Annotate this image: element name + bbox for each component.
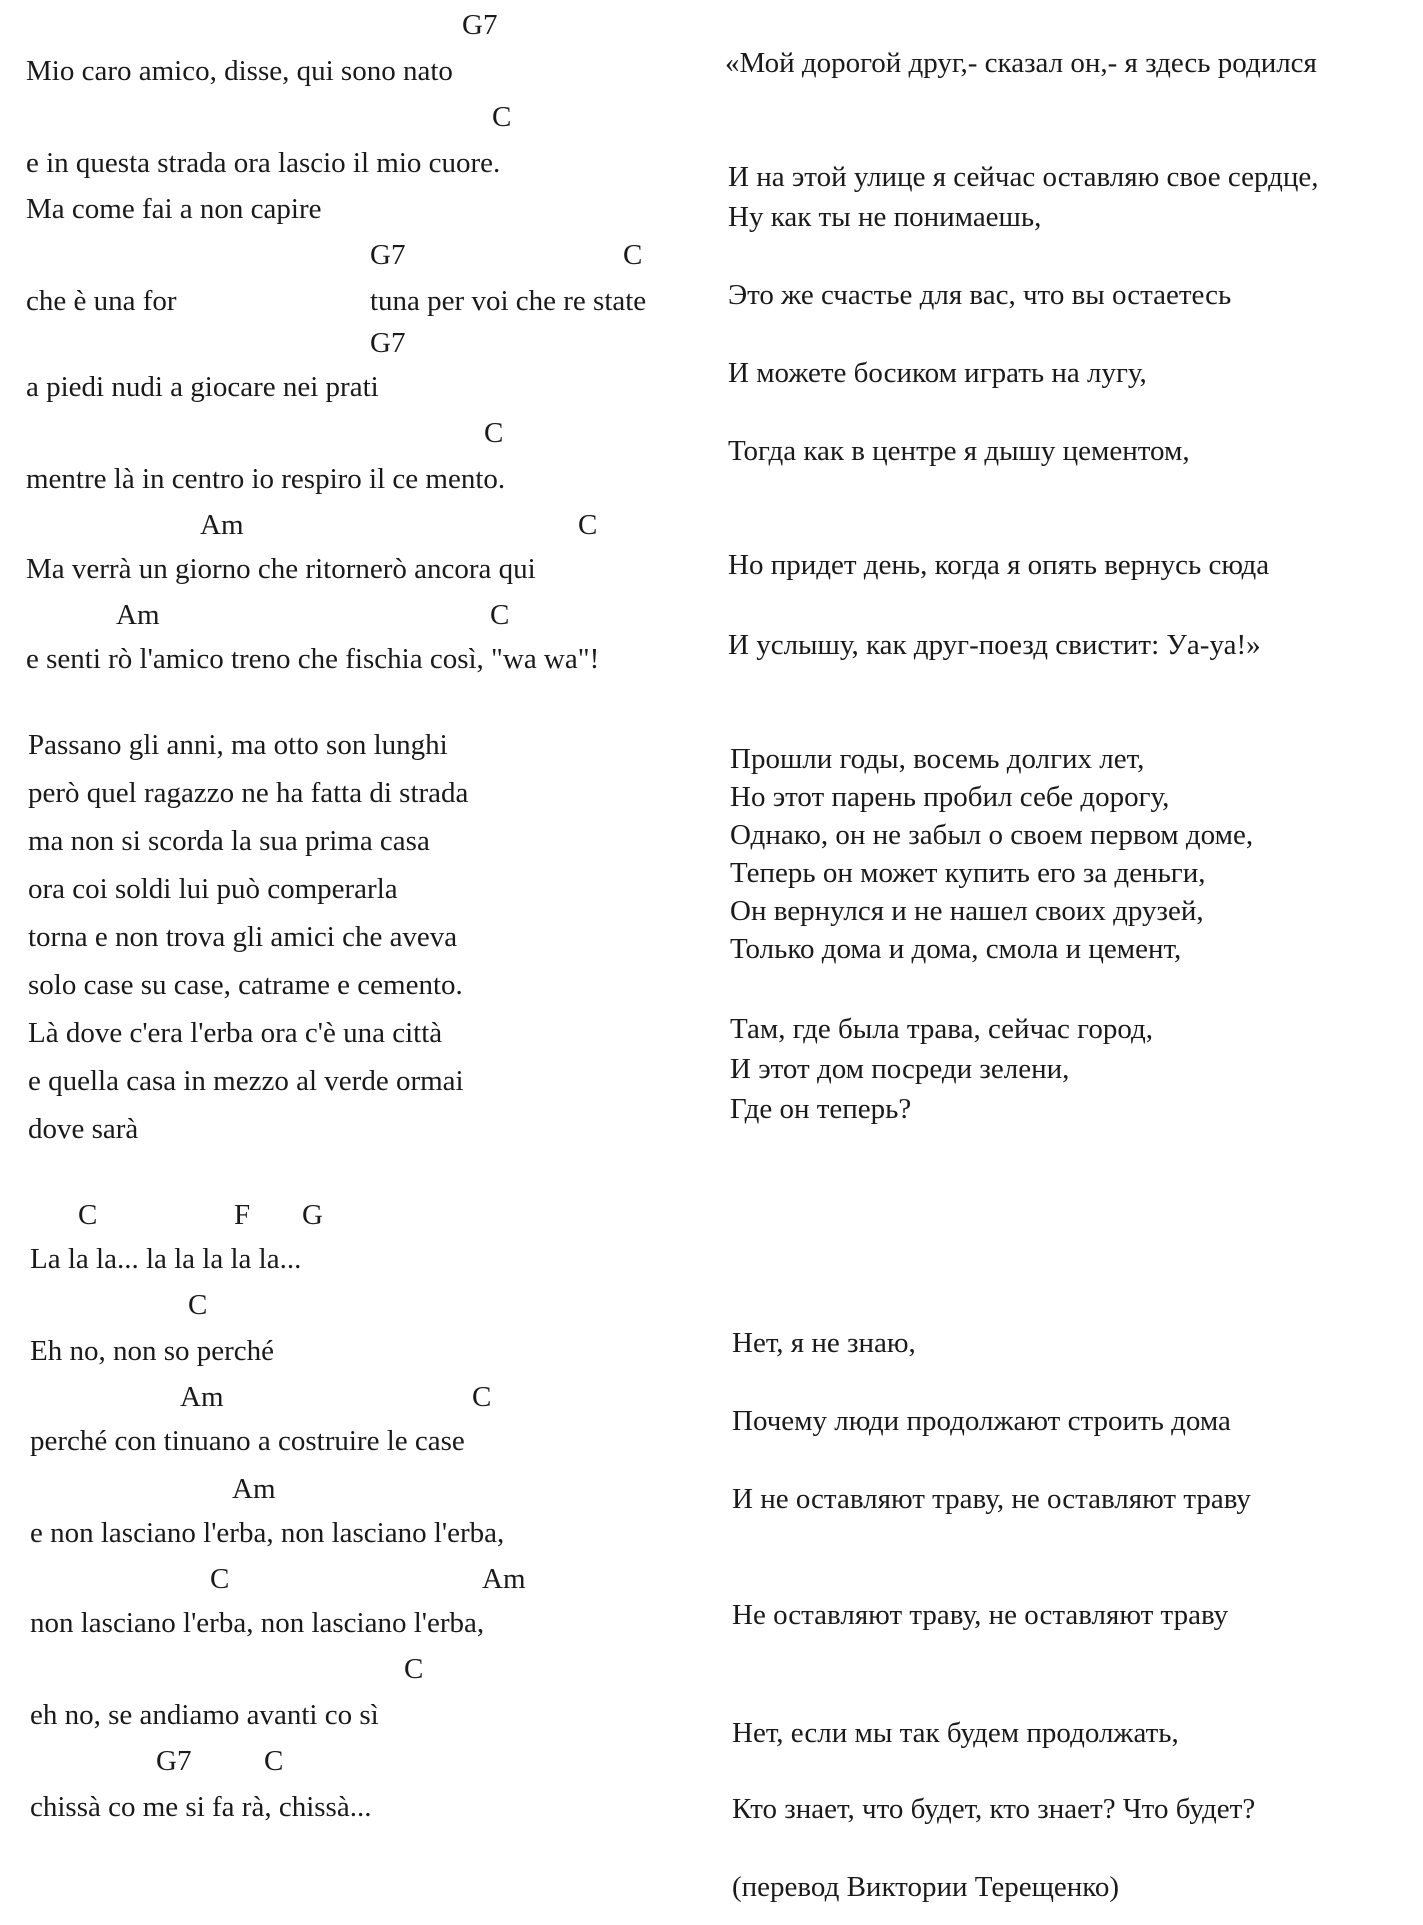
translation-line: Там, где была трава, сейчас город, (730, 1013, 1153, 1045)
translation-line: И можете босиком играть на лугу, (728, 357, 1147, 389)
chord: C (484, 417, 504, 449)
lyric-line: e non lasciano l'erba, non lasciano l'erba, (30, 1517, 505, 1549)
translation-line: Тогда как в центре я дышу цементом, (728, 435, 1190, 467)
chord: Am (200, 509, 244, 541)
lyric-line: dove sarà (28, 1113, 139, 1145)
chord: C (210, 1563, 230, 1595)
lyric-line: Passano gli anni, ma otto son lunghi (28, 729, 448, 761)
lyric-line: e senti rò l'amico treno che fischia così, "wa wa"! (26, 643, 600, 675)
lyric-line: ora coi soldi lui può comperarla (28, 873, 398, 905)
lyric-line: però quel ragazzo ne ha fatta di strada (28, 777, 469, 809)
lyric-line: ma non si scorda la sua prima casa (28, 825, 430, 857)
lyric-line: non lasciano l'erba, non lasciano l'erba, (30, 1607, 485, 1639)
chord: G7 (370, 327, 406, 359)
chord: G7 (156, 1745, 192, 1777)
chord: C (78, 1199, 98, 1231)
lyric-line: torna e non trova gli amici che aveva (28, 921, 458, 953)
chord: G7 (462, 9, 498, 41)
translation-line: Но этот парень пробил себе дорогу, (730, 781, 1170, 813)
chord: C (404, 1653, 424, 1685)
lyric-line: Eh no, non so perché (30, 1335, 275, 1367)
chord: Am (232, 1473, 276, 1505)
lyric-line: a piedi nudi a giocare nei prati (26, 371, 379, 403)
lyric-line: Là dove c'era l'erba ora c'è una città (28, 1017, 443, 1049)
translation-line: И услышу, как друг-поезд свистит: Уа-уа!» (728, 629, 1261, 661)
chord: C (578, 509, 598, 541)
chord: Am (180, 1381, 224, 1413)
chord: C (188, 1289, 208, 1321)
chord: G (302, 1199, 323, 1231)
translation-line: И не оставляют траву, не оставляют траву (732, 1483, 1251, 1515)
lyric-line: che è una for (26, 285, 177, 317)
translation-line: Но придет день, когда я опять вернусь сюда (728, 549, 1270, 581)
translation-line: Теперь он может купить его за деньги, (730, 857, 1206, 889)
lyric-line: Mio caro amico, disse, qui sono nato (26, 55, 453, 87)
chord: C (472, 1381, 492, 1413)
translation-line: «Мой дорогой друг,- сказал он,- я здесь родился (725, 47, 1317, 79)
lyric-line: La la la... la la la la la... (30, 1243, 302, 1275)
chord: Am (116, 599, 160, 631)
translation-line: И на этой улице я сейчас оставляю свое сердце, (728, 161, 1319, 193)
chord: F (234, 1199, 251, 1231)
chord: Am (482, 1563, 526, 1595)
chord: C (490, 599, 510, 631)
translation-line: Это же счастье для вас, что вы остаетесь (728, 279, 1232, 311)
translation-line: Где он теперь? (730, 1093, 912, 1125)
translation-line: Нет, я не знаю, (732, 1327, 916, 1359)
chord: G7 (370, 239, 406, 271)
translation-line: Не оставляют траву, не оставляют траву (732, 1599, 1229, 1631)
lyric-line: tuna per voi che re state (370, 285, 647, 317)
lyric-line: eh no, se andiamo avanti co sì (30, 1699, 379, 1731)
chord: C (264, 1745, 284, 1777)
translation-line: Ну как ты не понимаешь, (728, 201, 1042, 233)
lyric-line: Ma come fai a non capire (26, 193, 322, 225)
lyric-line: chissà co me si fa rà, chissà... (30, 1791, 372, 1823)
chord: C (492, 101, 512, 133)
translation-line: Прошли годы, восемь долгих лет, (730, 743, 1145, 775)
chord: C (623, 239, 643, 271)
lyric-line: e quella casa in mezzo al verde ormai (28, 1065, 464, 1097)
translation-line: Он вернулся и не нашел своих друзей, (730, 895, 1204, 927)
translation-line: Только дома и дома, смола и цемент, (730, 933, 1182, 965)
lyric-line: solo case su case, catrame e cemento. (28, 969, 463, 1001)
translation-line: И этот дом посреди зелени, (730, 1053, 1070, 1085)
lyric-line: perché con tinuano a costruire le case (30, 1425, 465, 1457)
translation-line: Однако, он не забыл о своем первом доме, (730, 819, 1254, 851)
translation-credit: (перевод Виктории Терещенко) (732, 1871, 1120, 1903)
translation-line: Нет, если мы так будем продолжать, (732, 1717, 1179, 1749)
lyric-line: e in questa strada ora lascio il mio cuore. (26, 147, 501, 179)
lyric-line: mentre là in centro io respiro il ce mento. (26, 463, 506, 495)
translation-line: Кто знает, что будет, кто знает? Что будет? (732, 1793, 1256, 1825)
translation-line: Почему люди продолжают строить дома (732, 1405, 1231, 1437)
lyric-line: Ma verrà un giorno che ritornerò ancora qui (26, 553, 536, 585)
